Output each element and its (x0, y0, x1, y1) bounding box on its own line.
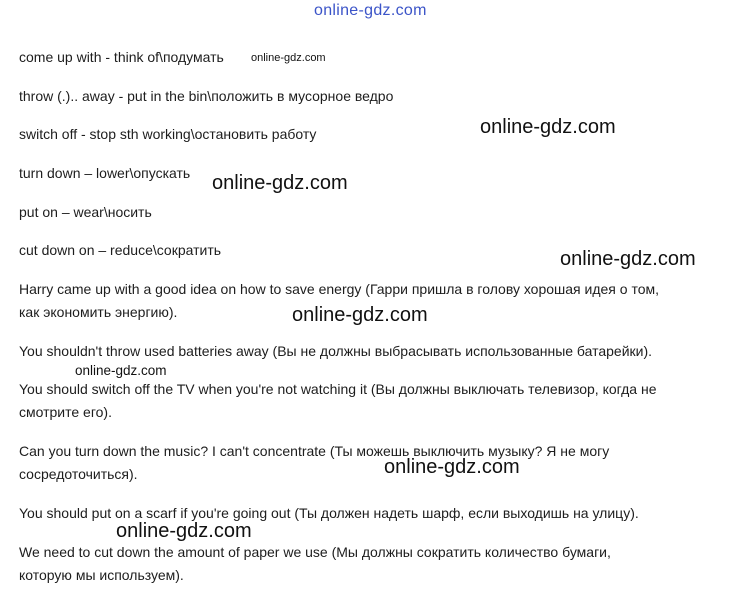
vocab-line-6: cut down on – reduce\сократить (19, 242, 222, 258)
watermark-3: online-gdz.com (560, 248, 696, 270)
header-watermark: online-gdz.com (314, 2, 427, 19)
vocab-line-1: come up with - think of\подумать (19, 49, 224, 65)
vocab-line-2: throw (.).. away - put in the bin\положить в мусорное ведро (19, 88, 394, 104)
watermark-5: online-gdz.com (75, 363, 167, 378)
sentence-4-line-2: сосредоточиться). (19, 466, 138, 482)
sentence-6-line-2: которую мы используем). (19, 567, 184, 583)
vocab-line-4: turn down – lower\опускать (19, 165, 191, 181)
sentence-4-line-1: Can you turn down the music? I can't concentrate (Ты можешь выключить музыку? Я не могу (19, 443, 610, 459)
inline-watermark: online-gdz.com (251, 52, 326, 64)
sentence-1-line-2: как экономить энергию). (19, 304, 178, 320)
watermark-7: online-gdz.com (116, 520, 252, 542)
sentence-1-line-1: Harry came up with a good idea on how to save energy (Гарри пришла в голову хорошая идея о том, (19, 281, 660, 297)
sentence-3-line-1: You should switch off the TV when you're not watching it (Вы должны выключать телевизор, когда не (19, 381, 657, 397)
sentence-2-line-1: You shouldn't throw used batteries away (Вы не должны выбрасывать использованные батарейки). (19, 343, 653, 359)
vocab-line-5: put on – wear\носить (19, 204, 152, 220)
watermark-6: online-gdz.com (384, 456, 520, 478)
watermark-1: online-gdz.com (480, 116, 616, 138)
sentence-3-line-2: смотрите его). (19, 404, 112, 420)
vocab-line-3: switch off - stop sth working\остановить работу (19, 126, 317, 142)
watermark-4: online-gdz.com (292, 304, 428, 326)
watermark-2: online-gdz.com (212, 172, 348, 194)
sentence-6-line-1: We need to cut down the amount of paper we use (Мы должны сократить количество бумаги, (19, 544, 611, 560)
sentence-5-line-1: You should put on a scarf if you're going out (Ты должен надеть шарф, если выходишь на улицу). (19, 505, 639, 521)
